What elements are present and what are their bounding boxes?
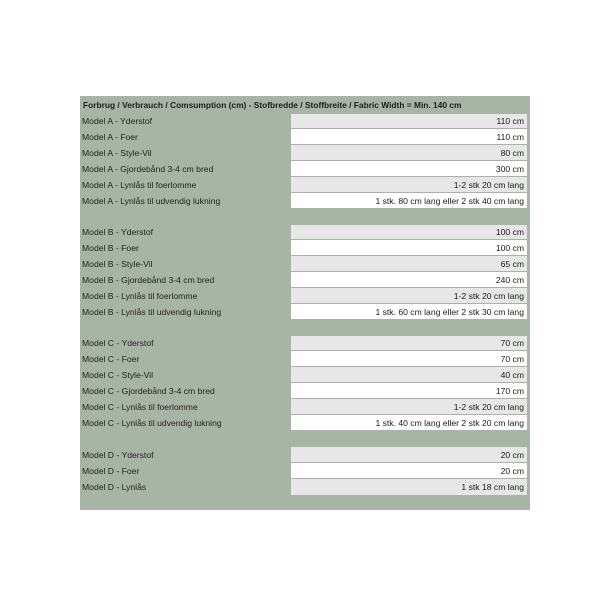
table-row	[80, 447, 530, 462]
table-row	[80, 145, 530, 160]
row-value: 20 cm	[291, 463, 527, 478]
row-label: Model C - Gjordebånd 3-4 cm bred	[82, 385, 215, 396]
row-value: 70 cm	[291, 351, 527, 366]
row-label: Model C - Foer	[82, 353, 140, 364]
table-row	[80, 351, 530, 366]
table-row	[80, 256, 530, 271]
table-row	[80, 399, 530, 414]
row-value: 1-2 stk 20 cm lang	[291, 399, 527, 414]
row-value: 1-2 stk 20 cm lang	[291, 177, 527, 192]
row-label: Model B - Foer	[82, 242, 139, 253]
table-row	[80, 288, 530, 303]
row-value: 80 cm	[291, 145, 527, 160]
row-label: Model C - Yderstof	[82, 338, 154, 348]
row-value: 65 cm	[291, 256, 527, 271]
row-label: Model D - Yderstof	[82, 449, 154, 460]
row-label: Model C - Style-Vil	[82, 369, 153, 380]
consumption-table	[80, 96, 530, 510]
row-label: Model A - Style-Vil	[82, 147, 152, 158]
table-row	[80, 129, 530, 144]
row-value: 110 cm	[291, 114, 527, 128]
table-row	[80, 193, 530, 208]
row-value: 170 cm	[291, 383, 527, 398]
row-label: Model B - Lynlås til udvendig lukning	[82, 306, 222, 317]
row-value: 300 cm	[291, 161, 527, 176]
row-label: Model B - Yderstof	[82, 227, 154, 237]
row-value: 1 stk. 80 cm lang eller 2 stk 40 cm lang	[291, 193, 527, 208]
table-row	[80, 114, 530, 128]
row-label: Model C - Lynlås til udvendig lukning	[82, 417, 222, 428]
table-row	[80, 479, 530, 495]
row-value: 100 cm	[291, 240, 527, 255]
row-label: Model D - Lynlås	[82, 482, 147, 492]
row-value: 100 cm	[291, 225, 527, 239]
row-label: Model A - Foer	[82, 131, 138, 142]
table-title: Forbrug / Verbrauch / Comsumption (cm) - Stofbredde / Stoffbreite / Fabric Width = Min. 140 cm	[83, 100, 462, 110]
row-label: Model A - Lynlås til foerlomme	[82, 179, 197, 190]
table-row	[80, 336, 530, 350]
row-value: 1 stk. 60 cm lang eller 2 stk 30 cm lang	[291, 304, 527, 319]
table-row	[80, 161, 530, 176]
row-value: 1-2 stk 20 cm lang	[291, 288, 527, 303]
row-value: 110 cm	[291, 129, 527, 144]
table-row	[80, 272, 530, 287]
table-row	[80, 225, 530, 239]
row-value: 20 cm	[291, 447, 527, 462]
row-label: Model B - Gjordebånd 3-4 cm bred	[82, 274, 215, 285]
table-row	[80, 304, 530, 319]
table-row	[80, 177, 530, 192]
row-value: 70 cm	[291, 336, 527, 350]
table-row	[80, 463, 530, 478]
row-value: 40 cm	[291, 367, 527, 382]
row-label: Model B - Lynlås til foerlomme	[82, 290, 198, 301]
table-row	[80, 415, 530, 430]
table-row	[80, 383, 530, 398]
row-value: 1 stk. 40 cm lang eller 2 stk 20 cm lang	[291, 415, 527, 430]
table-row	[80, 367, 530, 382]
table-row	[80, 240, 530, 255]
row-label: Model A - Lynlås til udvendig lukning	[82, 195, 221, 206]
row-label: Model D - Foer	[82, 465, 140, 476]
row-label: Model A - Yderstof	[82, 116, 153, 126]
row-label: Model C - Lynlås til foerlomme	[82, 401, 198, 412]
row-value: 240 cm	[291, 272, 527, 287]
row-label: Model A - Gjordebånd 3-4 cm bred	[82, 163, 214, 174]
row-label: Model B - Style-Vil	[82, 258, 153, 269]
row-value: 1 stk 18 cm lang	[291, 479, 527, 495]
